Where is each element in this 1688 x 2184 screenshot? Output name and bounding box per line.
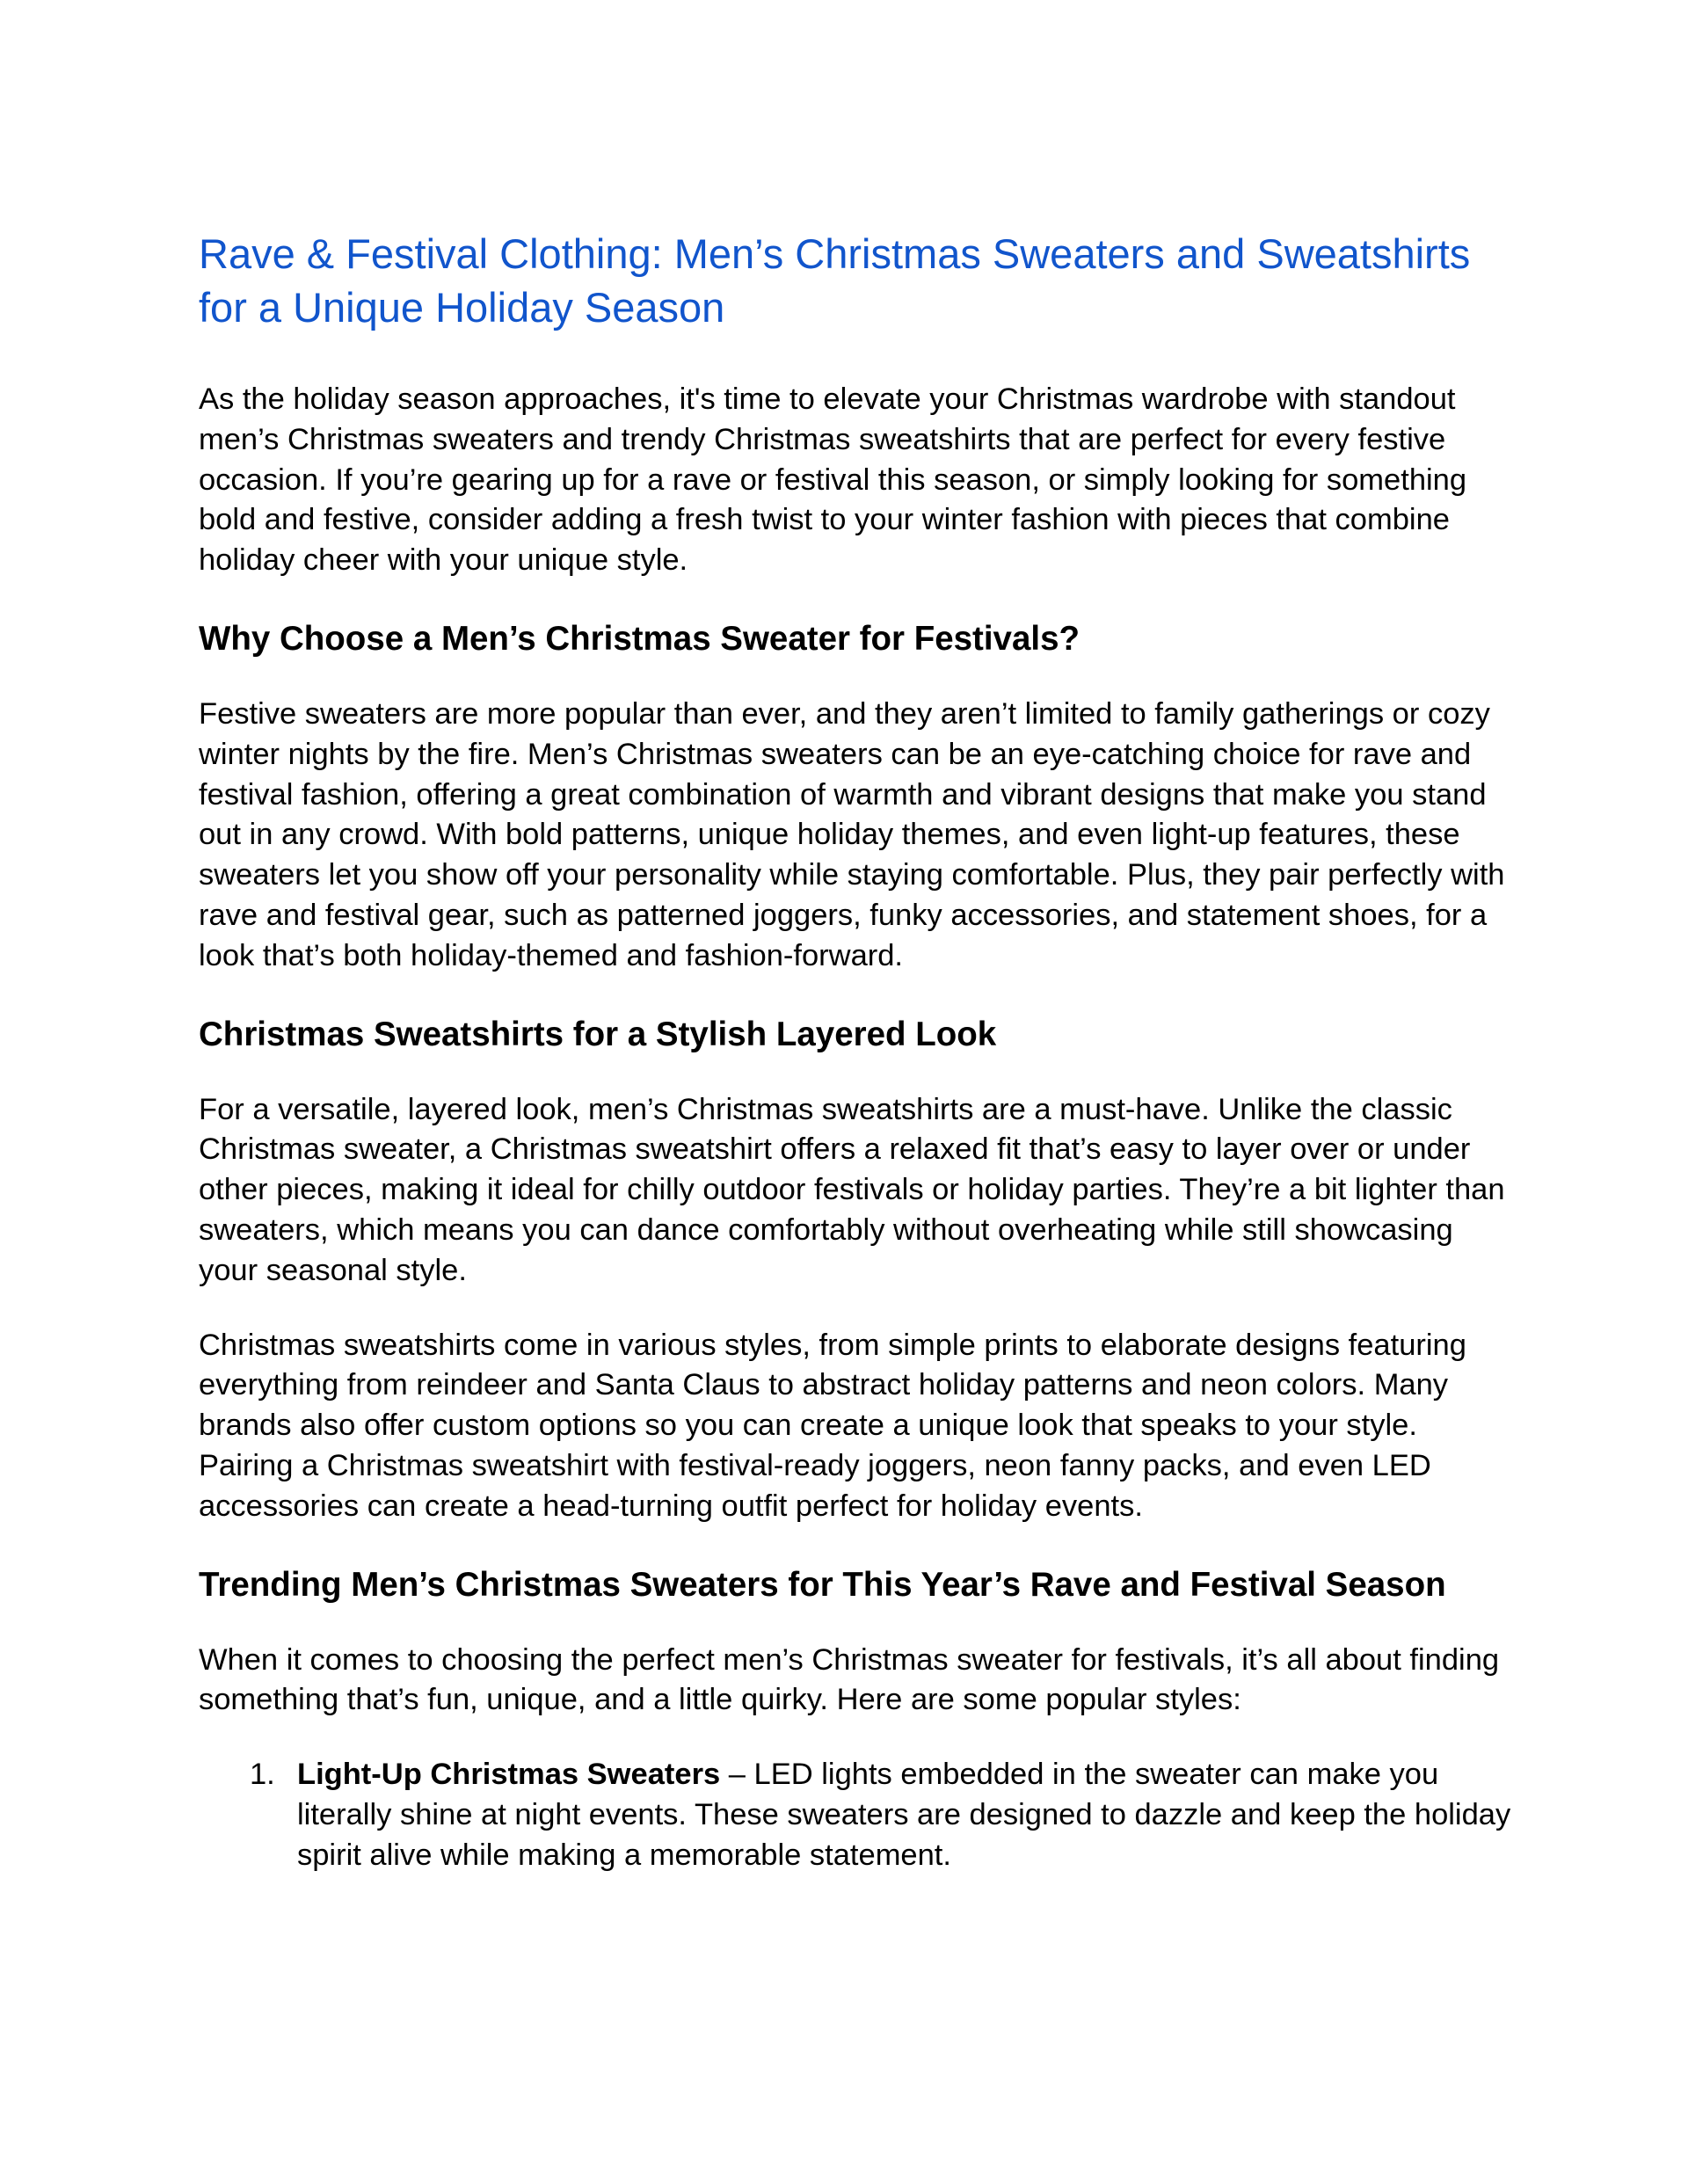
list-item-text: – LED lights embedded in the sweater can make you literally shine at night events. These sweaters are designed to dazzle and keep the holiday spirit alive while making a memorable statement. [297, 1758, 1511, 1872]
document-title: Rave & Festival Clothing: Men’s Christmas Sweaters and Sweatshirts for a Unique Holiday Season [199, 230, 1471, 331]
section-heading-trending: Trending Men’s Christmas Sweaters for This Year’s Rave and Festival Season [199, 1565, 1446, 1604]
section-paragraph: Festive sweaters are more popular than ever, and they aren’t limited to family gatherings or cozy winter nights by the fire. Men’s Christmas sweaters can be an eye-catching choice for rave and festival fashion, offering a great combination of warmth and vibrant designs that make you stand out in any crowd. With bold patterns, unique holiday themes, and even light-up features, these sweaters let you show off your personality while staying comfortable. Plus, they pair perfectly with rave and festival gear, such as patterned joggers, funky accessories, and statement shoes, for a look that’s both holiday-themed and fashion-forward. [199, 696, 1505, 972]
section-paragraph: Christmas sweatshirts come in various styles, from simple prints to elaborate designs featuring everything from reindeer and Santa Claus to abstract holiday patterns and neon colors. Many brands also offer custom options so you can create a unique look that speaks to your style. Pairing a Christmas sweatshirt with festival-ready joggers, neon fanny packs, and even LED accessories can create a head-turning outfit perfect for holiday events. [199, 1328, 1466, 1523]
document-page [199, 227, 1517, 1876]
section-paragraph: When it comes to choosing the perfect men’s Christmas sweater for festivals, it’s all about finding something that’s fun, unique, and a little quirky. Here are some popular styles: [199, 1642, 1500, 1717]
section-heading-why-choose: Why Choose a Men’s Christmas Sweater for Festivals? [199, 619, 1080, 658]
list-item-lead: Light-Up Christmas Sweaters [297, 1758, 721, 1792]
list-item-number: 1. [250, 1758, 275, 1792]
intro-paragraph: As the holiday season approaches, it's time to elevate your Christmas wardrobe with standout men’s Christmas sweaters and trendy Christmas sweatshirts that are perfect for every festive occasion. If you’re gearing up for a rave or festival this season, or simply looking for something bold and festive, consider adding a fresh twist to your winter fashion with pieces that combine holiday cheer with your unique style. [199, 382, 1467, 578]
section-paragraph: For a versatile, layered look, men’s Christmas sweatshirts are a must-have. Unlike the classic Christmas sweater, a Christmas sweatshirt offers a relaxed fit that’s easy to layer over or under other pieces, making it ideal for chilly outdoor festivals or holiday parties. They’re a bit lighter than sweaters, which means you can dance comfortably without overheating while still showcasing your seasonal style. [199, 1092, 1505, 1287]
section-heading-sweatshirts: Christmas Sweatshirts for a Stylish Layered Look [199, 1015, 997, 1053]
list-item [199, 1755, 1517, 1875]
styles-list [199, 1755, 1517, 1875]
